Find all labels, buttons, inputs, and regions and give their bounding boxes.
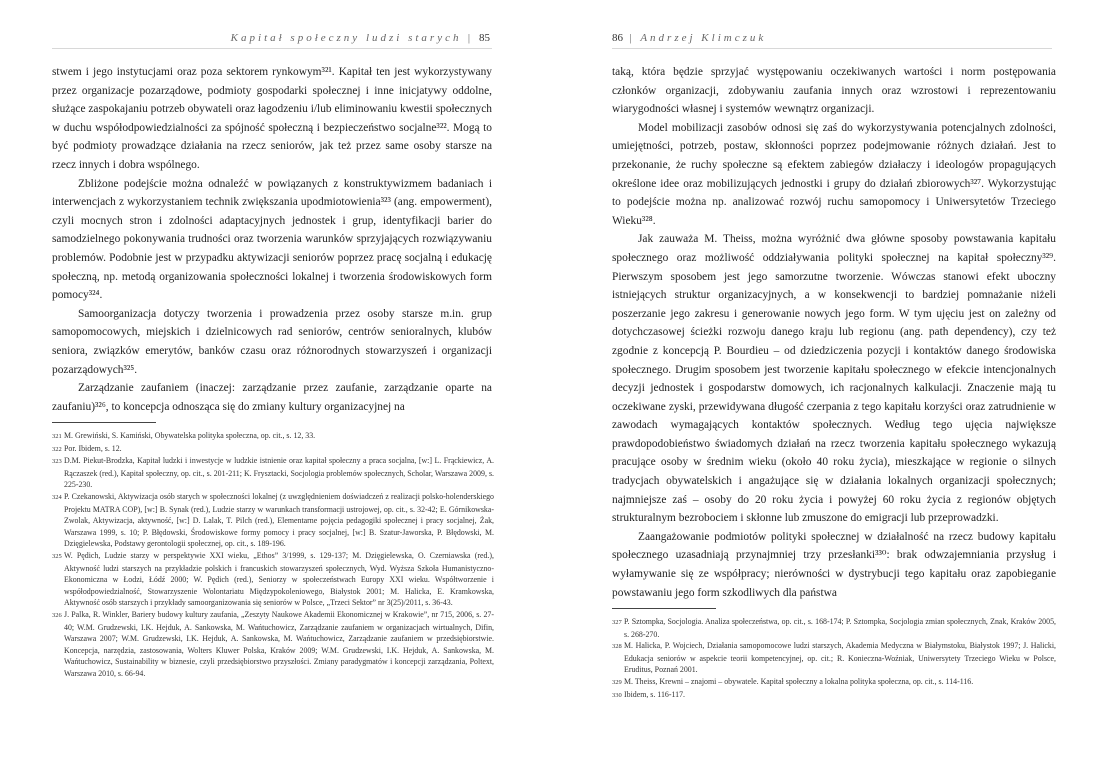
footnote-329: 329 M. Theiss, Krewni – znajomi – obywatele. Kapitał społeczny a lokalna polityka społeczna, op. cit., s. 114-116. bbox=[612, 676, 974, 686]
footnote-321: 321 M. Grewiński, S. Kamiński, Obywatelska polityka społeczna, op. cit., s. 12, 33. bbox=[52, 431, 316, 440]
paragraph: Samoorganizacja dotyczy tworzenia i prowadzenia przez osoby starsze m.in. grup samopomocowych, miejskich i dzielnicowych rad seniorów, centrów senioralnych, klubów seniora, związków emerytów, banków czasu oraz różnorodnych stowarzyszeń i organizacji pozarządowych³²⁵. bbox=[52, 307, 492, 376]
paragraph: Jak zauważa M. Theiss, można wyróżnić dwa główne sposoby powstawania kapitału społecznego oraz możliwość oddziaływania polityki społecznej na kapitał społeczny³²⁹. Pierwszym sposobem jest jego samorzutne tworzenie. Wówczas stanowi efekt uboczny istniejących struktur organizacyjnych, a w konsekwencji to bardziej pomnażanie niżeli poszerzanie jego zakresu i generowanie nowych jego form. W tym ujęciu jest on zależny od dotychczasowej ścieżki rozwoju danego kraju lub regionu (ang. path dependency), czy też zgodnie z koncepcją P. Bourdieu – od dziedziczenia pozycji i kontaktów danego środowiska społecznego. Drugim sposobem jest tworzenie kapitału społecznego w efekcie intencjonalnych decyzji jednostek i gospodarstw domowych, ich racjonalnych kalkulacji. Znaczenie mają tu oczekiwane zyski, przewidywana długość czerpania z tego kapitału korzyści oraz zatrudnienie w zawodach wymagających kontaktów społecznych. Według tego ujęcia największe prawdopodobieństwo świadomych działań na rzecz tworzenia kapitału społecznego wykazują pracujące osoby w średnim wieku (około 40 roku życia), mieszkające w regionie o silnych tradycjach obywatelskich i angażujące się w działania lokalnych organizacji społecznych; najmniejsze zaś – osoby do 20 roku życia i powyżej 60 roku życia z regionów objętych strukturalnym bezrobociem i skłonne lub zmuszone do emigracji lub przeprowadzki. bbox=[612, 233, 1056, 525]
footnote-328: 328 M. Halicka, P. Wojciech, Działania samopomocowe ludzi starszych, Akademia Medyczna w Białymstoku, Białystok 1997; J. Halicki, Edukacja seniorów w aspekcie teorii kompetencyjnej, op. cit.; R. Konieczna-Woźniak, Uniwersytety Trzeciego Wieku w Polsce, Eruditus, Poznań 2001. bbox=[612, 641, 1056, 675]
footnote-322: 322 Por. Ibidem, s. 12. bbox=[52, 443, 122, 453]
running-header-left: Kapitał społeczny ludzi starych | 85 bbox=[230, 32, 490, 44]
footnote-327: 327 P. Sztompka, Socjologia. Analiza społeczeństwa, op. cit., s. 168-174; P. Sztompka, Socjologia zmian społecznych, Znak, Kraków 2005, s. 268-270. bbox=[612, 617, 1056, 639]
footnotes-left bbox=[52, 430, 494, 679]
footnote-324: 324 P. Czekanowski, Aktywizacja osób starych w społeczności lokalnej (z uwzględnieniem doświadczeń z realizacji polsko-holenderskiego Projektu MATRA COP), [w:] B. Synak (red.), Ludzie starzy w warunkach transformacji ustrojowej, op. cit., s. 32-42; E. Górnikowska-Zwolak, Aktywizacja, aktywność, [w:] D. Lalak, T. Pilch (red.), Elementarne pojęcia pedagogiki społecznej i pracy socjalnej, Żak, Warszawa 1999, s. 10; P. Błędowski, Środowiskowe formy pomocy i pracy socjalnej, [w:] B. Szatur-Jaworska, P. Błędowski, M. Dzięgielewska, Podstawy gerontologii społecznej, op. cit., s. 189-196. bbox=[52, 491, 494, 549]
footnote-323: 323 D.M. Piekut-Brodzka, Kapitał ludzki i inwestycje w ludzkie istnienie oraz kapitał społeczny a praca socjalna, [w:] L. Frąckiewicz, A. Rączaszek (red.), Kapitał społeczny, op. cit., s. 201-211; K. Frysztacki, Socjologia problemów społecznych, Scholar, Warszawa 2009, s. 225-230. bbox=[52, 456, 494, 490]
paragraph: Zarządzanie zaufaniem (inaczej: zarządzanie przez zaufanie, zarządzanie oparte na zaufaniu)³²⁶, to koncepcja odnosząca się do zmiany kultury organizacyjnej na bbox=[52, 382, 492, 413]
paragraph: Model mobilizacji zasobów odnosi się zaś do wykorzystywania potencjalnych zdolności, umiejętności, potrzeb, postaw, skłonności poprzez podejmowanie różnych działań. Jest to przekonanie, że ruchy społeczne są efektem zabiegów działaczy i ideologów propagujących określone idee oraz mobilizujących jednostki i grupy do działań zbiorowych³²⁷. Wykorzystując to podejście można np. analizować rozwój ruchu samopomocy i Uniwersytetów Trzeciego Wieku³²⁸. bbox=[612, 121, 1056, 227]
paragraph: stwem i jego instytucjami oraz poza sektorem rynkowym³²¹. Kapitał ten jest wykorzystywany przez organizacje pozarządowe, podmioty gospodarki społecznej i inne inicjatywy oddolne, służące zaspokajaniu potrzeb obywateli oraz łagodzeniu i/lub eliminowaniu kwestii społecznych w duchu współodpowiedzialności za spójność społeczną i bezpieczeństwo socjalne³²². Mogą to być podmioty prowadzące działania na rzecz seniorów, jak też przez same osoby starsze na rzecz innych i dobra wspólnego. bbox=[52, 66, 492, 171]
footnote-rule bbox=[612, 608, 716, 609]
footnote-330: 330 Ibidem, s. 116-117. bbox=[612, 689, 685, 699]
header-rule bbox=[612, 48, 1052, 49]
header-title: Kapitał społeczny ludzi starych bbox=[230, 32, 462, 44]
paragraph: taką, która będzie sprzyjać występowaniu oczekiwanych wartości i norm postępowania członków organizacji, zdobywaniu zaufania innych oraz wzrostowi i reprezentowaniu wiarygodności własnej i systemów wewnątrz organizacji. bbox=[612, 66, 1056, 116]
running-header-right: 86 | Andrzej Klimczuk bbox=[612, 32, 767, 44]
footnote-325: 325 W. Pędich, Ludzie starzy w perspektywie XXI wieku, „Ethos” 3/1999, s. 129-137; M. Dzięgielewska, O. Czerniawska (red.), Aktywność ludzi starszych na przykładzie polskich i francuskich stowarzyszeń społecznych, Wyd. Wyższa Szkoła Humanistyczno-Ekonomiczna w Łodzi, Łódź 2000; W. Pędich (red.), Seniorzy w społeczeństwach Europy XXI wieku. Współtworzenie i współodpowiedzialność, Stowarzyszenie Wolontariatu Międzypokoleniowego, Białystok 2001; M. Halicka, E. Kramkowska, Aktywność osób starszych i przykłady samoorganizowania się seniorów w Polsce, „Trzeci Sektor” nr 3(25)/2011, s. 36-43. bbox=[52, 550, 494, 608]
body-text-right bbox=[612, 63, 1056, 602]
footnote-rule bbox=[52, 422, 156, 423]
footnotes-right bbox=[612, 616, 1056, 701]
right-page bbox=[550, 0, 1100, 778]
footnote-326: 326 J. Palka, R. Winkler, Bariery budowy kultury zaufania, „Zeszyty Naukowe Akademii Ekonomicznej w Krakowie”, nr 715, 2006, s. 27-40; W.M. Grudzewski, I.K. Hejduk, A. Sankowska, M. Wańtuchowicz, Zarządzanie zaufaniem w organizacjach wirtualnych, Difin, Warszawa 2007; W.M. Grudzewski, I.K. Hejduk, A. Sankowska, M. Wańtuchowicz, Zarządzanie zaufaniem w przedsiębiorstwie. Koncepcja, narzędzia, zastosowania, Wolters Kluwer Polska, Kraków 2009; W.M. Grudzewski, I.K. Hejduk, A. Sankowska, M. Wańtuchowicz, Sustainability w biznesie, czyli przedsiębiorstwo przyszłości. Zmiany paradygmatów i koncepcji zarządzania, Poltext, Warszawa 2010, s. 66-94. bbox=[52, 609, 494, 678]
page-number-85: 85 bbox=[479, 32, 490, 44]
body-text-left bbox=[52, 63, 492, 416]
paragraph: Zbliżone podejście można odnaleźć w powiązanych z konstruktywizmem badaniach i interwencjach z wykorzystaniem technik zwiększania upodmiotowienia³²³ (ang. empowerment), czyli mocnych stron i zdolności adaptacyjnych jednostek i grup, identyfikacji barier do samodzielnego pokonywania trudności oraz tworzenia warunków sprzyjających rozwiązywaniu problemów. Podobnie jest w przypadku aktywizacji seniorów poprzez pracę socjalną i edukację społeczną, np. metodą organizowania społeczności lokalnej i tworzenia środowiskowych form pomocy³²⁴. bbox=[52, 177, 492, 302]
paragraph: Zaangażowanie podmiotów polityki społecznej w działalność na rzecz budowy kapitału społecznego uzasadniają przynajmniej trzy przesłanki³³⁰: brak odwzajemniania przysług i wyłamywanie się ze współpracy; nierówności w dystrybucji tego kapitału oraz zapobieganie powstawaniu jego form szkodliwych dla państwa bbox=[612, 530, 1056, 599]
page-number-86: 86 bbox=[612, 32, 623, 44]
header-author: Andrzej Klimczuk bbox=[640, 32, 767, 44]
header-rule bbox=[52, 48, 492, 49]
